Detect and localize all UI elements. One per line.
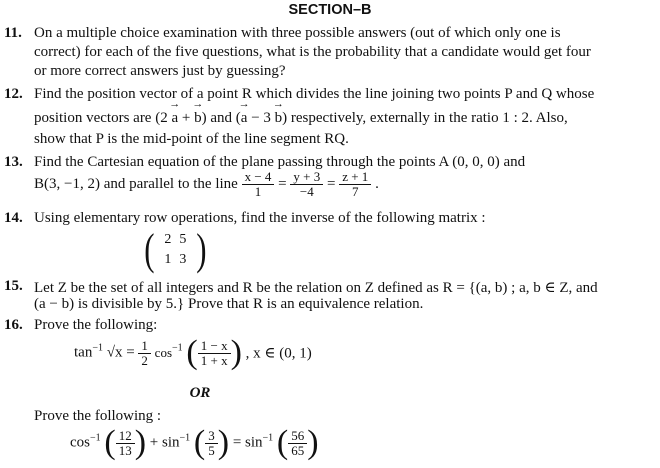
fraction: $\frac{12}{13}$	[116, 429, 135, 458]
vector-a: → a	[241, 110, 248, 127]
question-text-line: Let Z be the set of all integers and R be the relation on Z defined as R = {(a, b) ; a, b ∈ Z, and	[34, 280, 598, 296]
equation: $\tan^{-1} √x$ = $\frac{1}{2}$ $\cos^{-1}$ ( $\frac{1 - x}{1 + x}$ ) , x ∈ (0, 1)	[74, 334, 312, 371]
question-text-line: On a multiple choice examination with three possible answers (out of which only one is	[34, 25, 561, 41]
fraction: $\frac{3}{5}$	[205, 429, 218, 458]
fraction: $\frac{1}{2}$	[138, 339, 151, 368]
question-text-line: position vectors are (2 → a + → b) and (→ a − 3 → b) respectively, externally in the ratio 1 : 2. Also,	[34, 110, 568, 127]
question-number: 12.	[4, 86, 23, 102]
question-text-line: Prove the following:	[34, 317, 158, 333]
question-number: 13.	[4, 154, 23, 170]
question-text-line: Find the position vector of a point R which divides the line joining two points P and Q whose	[34, 86, 595, 102]
matrix-cell: 3	[179, 252, 187, 267]
section-title: SECTION–B	[288, 2, 372, 18]
question-text-line: show that P is the mid-point of the line segment RQ.	[34, 131, 349, 147]
vector-b: → b	[194, 110, 202, 127]
question-number: 14.	[4, 210, 23, 226]
question-text-line: B(3, −1, 2) and parallel to the line $\frac{x - 4}{1}$ = $\frac{y + 3}{-4}$ = $\frac{z + 1}{7}$ .	[34, 169, 379, 199]
question-text-line: Find the Cartesian equation of the plane passing through the points A (0, 0, 0) and	[34, 154, 526, 170]
vector-b: → b	[275, 110, 283, 127]
fraction: $\frac{x - 4}{1}$	[242, 170, 275, 199]
fraction: $\frac{y + 3}{-4}$	[290, 170, 323, 199]
matrix: ( 2 5 1 3 )	[144, 225, 207, 274]
question-text-line: or more correct answers just by guessing?	[34, 63, 286, 79]
question-number: 16.	[4, 317, 23, 333]
matrix-cell: 2	[164, 232, 172, 247]
question-text-line: Prove the following :	[34, 408, 162, 424]
question-number: 11.	[4, 25, 22, 41]
matrix-cell: 5	[179, 232, 187, 247]
fraction: $\frac{1 - x}{1 + x}$	[198, 339, 231, 368]
question-text-line: Using elementary row operations, find the inverse of the following matrix :	[34, 210, 486, 226]
question-text-line: correct) for each of the five questions, what is the probability that a candidate would get four	[34, 44, 591, 60]
matrix-cell: 1	[164, 252, 172, 267]
question-text-line: (a − b) is divisible by 5.} Prove that R is an equivalence relation.	[34, 296, 424, 312]
vector-a: → a	[171, 110, 178, 127]
or-separator: OR	[189, 385, 211, 401]
question-number: 15.	[4, 278, 23, 294]
fraction: $\frac{z + 1}{7}$	[339, 170, 371, 199]
fraction: $\frac{56}{65}$	[288, 429, 307, 458]
equation: $\cos^{-1}$ ( $\frac{12}{13}$ ) + $\sin^{-1}$ ( $\frac{3}{5}$ ) = $\sin^{-1}$ ( $\frac{56}{65}$ )	[70, 424, 319, 461]
